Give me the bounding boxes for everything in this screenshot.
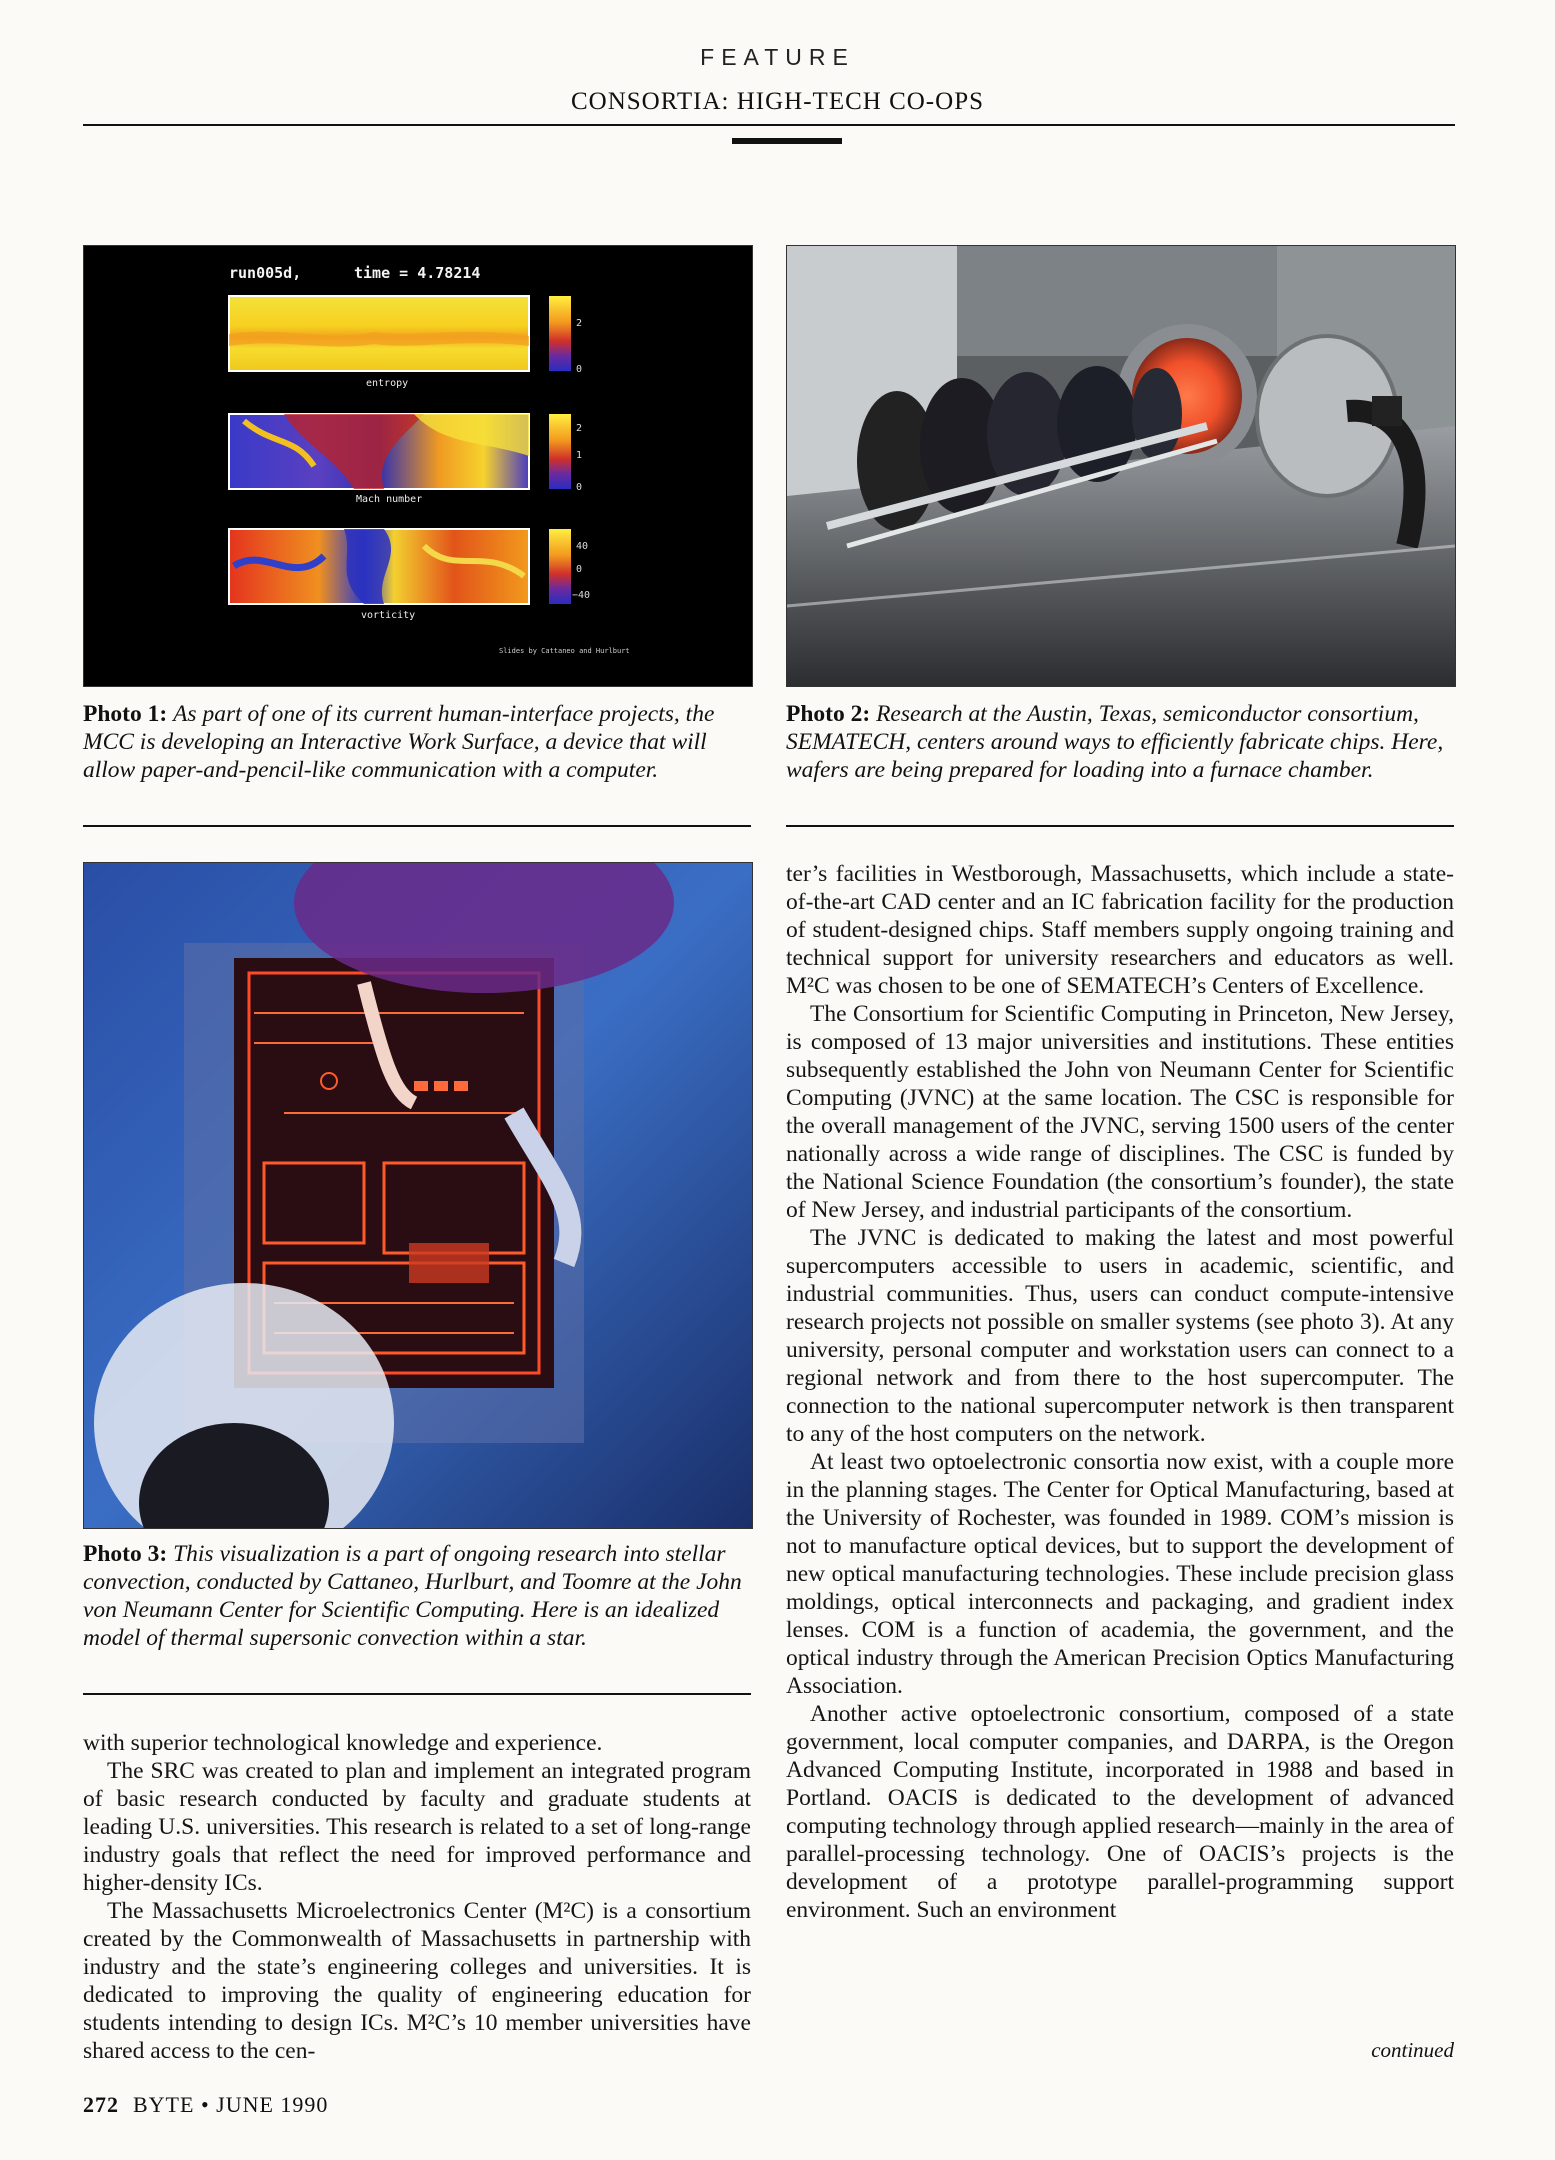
vorticity-label: vorticity (361, 610, 416, 621)
vorticity-tick: −40 (572, 590, 591, 601)
caption-label: Photo 3: (83, 1541, 168, 1567)
publication-line: BYTE • JUNE 1990 (133, 2092, 329, 2117)
caption-text: Research at the Austin, Texas, semiconductor consortium, SEMATECH, centers around ways to efficiently fabricate chips. Here, wafers are being prepared for loading into a furnace chamber. (786, 701, 1444, 783)
entropy-scale (549, 296, 571, 371)
body-paragraph: with superior technological knowledge and experience. (83, 1730, 603, 1756)
section-label: FEATURE (700, 44, 855, 70)
body-paragraph: ter’s facilities in Westborough, Massachusetts, which include a state-of-the-art CAD center and an IC fabrication facility for the production of student-designed chips. Staff members supply ongoing training and technical support for university researchers and educators as well. M²C was chosen to be one of SEMATECH’s Centers of Excellence. (786, 861, 1454, 999)
page-number: 272 (83, 2092, 119, 2117)
time-label: time = 4.78214 (354, 264, 481, 282)
body-paragraph: The JVNC is dedicated to making the latest and most powerful supercomputers accessible to users in academic, scientific, and industrial communities. Thus, users can conduct compute-intensive research projects not possible on smaller systems (see photo 3). At any university, personal computer and workstation users can connect to a regional network and from there to the host supercomputer. The connection to the national supercomputer network is then transparent to any of the host computers on the network. (786, 1225, 1454, 1447)
photo-3-visualization (83, 862, 753, 1529)
run-label: run005d, (229, 264, 302, 282)
photo-2-caption (786, 700, 1454, 784)
entropy-tick: 0 (576, 364, 583, 375)
running-title: CONSORTIA: HIGH-TECH CO-OPS (570, 88, 984, 115)
wafer-furnace-image (787, 246, 1455, 686)
entropy-label: entropy (366, 378, 409, 389)
slide-credit: Slides by Cattaneo and Hurlburt (499, 647, 630, 655)
body-paragraph: The Consortium for Scientific Computing in Princeton, New Jersey, is composed of 13 major universities and institutions. These entities subsequently established the John von Neumann Center for Scientific Computing (JVNC) at the same location. The CSC is responsible for the overall management of the JVNC, serving 1500 users of the center nationally across a wide range of disciplines. The CSC is funded by the National Science Foundation (the consortium’s founder), the state of New Jersey, and industrial participants of the consortium. (786, 1001, 1454, 1223)
entropy-tick: 2 (576, 318, 583, 329)
visualization-workstation-image (84, 863, 752, 1528)
mach-label: Mach number (356, 494, 423, 505)
body-paragraph: At least two optoelectronic consortia now exist, with a couple more in the planning stages. The Center for Optical Manufacturing, based at the University of Rochester, was founded in 1989. COM’s mission is not to manufacture optical devices, but to support the development of new optical manufacturing technologies. These include precision glass moldings, optical interconnects and packaging, and gradient index lenses. COM is a function of academia, the government, and the optical industry through the American Precision Optics Manufacturing Association. (786, 1449, 1454, 1699)
caption-rule (83, 1693, 751, 1695)
body-paragraph: The SRC was created to plan and implement an integrated program of basic research conducted by faculty and graduate students at leading U.S. universities. This research is related to a set of long-range industry goals that reflect the need for improved performance and higher-density ICs. (83, 1758, 751, 1896)
page-footer (83, 2092, 328, 2118)
header-accent-bar (732, 138, 842, 144)
caption-rule (786, 825, 1454, 827)
vorticity-tick: 40 (576, 541, 589, 552)
vorticity-tick: 0 (576, 564, 583, 575)
mach-scale (549, 414, 571, 489)
mach-tick: 0 (576, 482, 583, 493)
caption-text: This visualization is a part of ongoing research into stellar convection, conducted by Cattaneo, Hurlburt, and Toomre at the John von Neumann Center for Scientific Computing. Here is an idealized model of thermal supersonic convection within a star. (83, 1541, 742, 1651)
photo-3-caption (83, 1540, 751, 1652)
caption-rule (83, 825, 751, 827)
body-paragraph: Another active optoelectronic consortium, composed of a state government, local computer companies, and DARPA, is the Oregon Advanced Computing Institute, incorporated in 1988 and based in Portland. OACIS is dedicated to the development of advanced computing technology through applied research—mainly in the area of parallel-processing technology. One of OACIS’s projects is the development of a prototype parallel-programming support environment. Such an environment (786, 1701, 1454, 1923)
mach-tick: 2 (576, 423, 583, 434)
mach-tick: 1 (576, 450, 583, 461)
photo-2-wafer-furnace (786, 245, 1456, 687)
body-column-left (83, 1729, 751, 2065)
body-column-right (786, 860, 1454, 1924)
photo-1-simulation (83, 245, 753, 687)
continued-note: continued (1371, 2038, 1454, 2062)
caption-label: Photo 2: (786, 701, 871, 727)
photo-1-caption (83, 700, 751, 784)
caption-label: Photo 1: (83, 701, 168, 727)
caption-text: As part of one of its current human-interface projects, the MCC is developing an Interactive Work Surface, a device that will allow paper-and-pencil-like communication with a computer. (83, 701, 715, 783)
vorticity-scale (549, 529, 571, 604)
header-rule (83, 124, 1455, 126)
body-paragraph: The Massachusetts Microelectronics Center (M²C) is a consortium created by the Commonwealth of Massachusetts in partnership with industry and the state’s engineering colleges and universities. It is dedicated to improving the quality of engineering education for students intending to design ICs. M²C’s 10 member universities have shared access to the cen- (83, 1898, 751, 2064)
simulation-plot-image (84, 246, 752, 686)
